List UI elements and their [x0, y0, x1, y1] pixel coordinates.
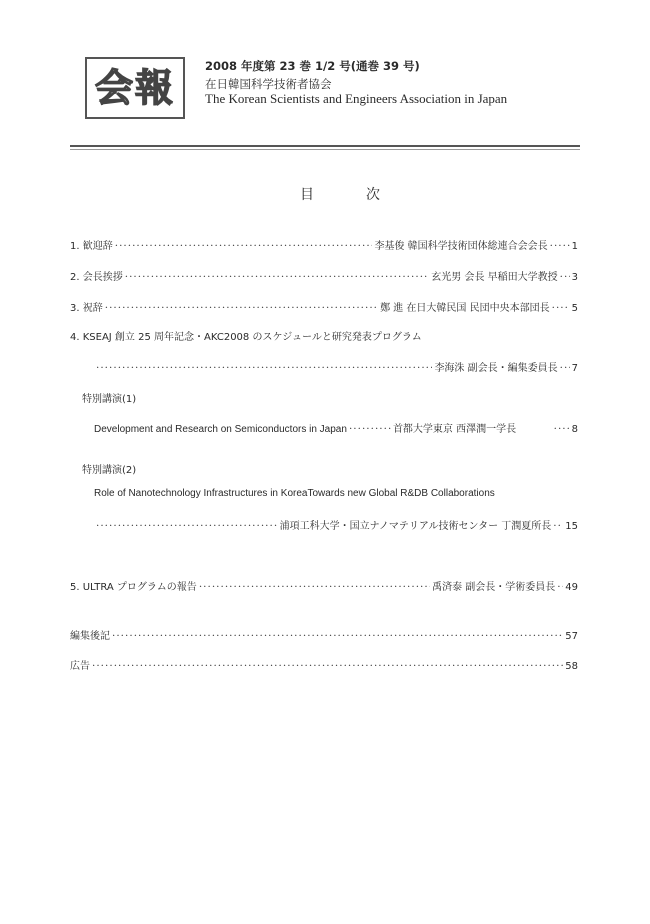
toc-entry-author: 李海洙 副会長・編集委員長 [434, 363, 558, 374]
leader-dots [560, 271, 570, 283]
toc-entry-ads[interactable] [70, 657, 578, 672]
toc-entry-author: 玄光男 会長 早稲田大学教授 [431, 272, 558, 283]
toc-entry-author: 首都大学東京 西澤潤一学長 [392, 424, 517, 435]
toc-entry-title: 広告 [70, 661, 90, 672]
toc-entry-page: 58 [565, 661, 578, 672]
toc-entry-title: 3. 祝辞 [70, 303, 103, 314]
toc-entry-author: 鄭 進 在日大韓民国 民団中央本部団長 [380, 303, 550, 314]
leader-dots [199, 581, 430, 593]
toc-entry-page: 5 [571, 303, 578, 314]
toc-entry-4-title[interactable]: 4. KSEAJ 創立 25 周年記念・AKC2008 のスケジュールと研究発表プログラム [70, 332, 422, 343]
leader-dots [560, 362, 570, 374]
leader-dots [550, 240, 570, 252]
org-name-en: The Korean Scientists and Engineers Association in Japan [205, 91, 508, 106]
toc-entry-page: 49 [565, 582, 578, 593]
special-lecture-1-heading: 特別講演(1) [82, 394, 137, 405]
toc-entry-title: 1. 歓迎辞 [70, 241, 113, 252]
special-lecture-2-heading: 特別講演(2) [82, 465, 137, 476]
toc-entry-author: 李基俊 韓国科学技術団体総連合会会長 [374, 241, 548, 252]
leader-dots [554, 423, 570, 435]
leader-dots [105, 302, 378, 314]
header-rule [70, 145, 580, 147]
toc-entry-editor-note[interactable] [70, 627, 578, 642]
toc-entry-page: 3 [571, 272, 578, 283]
toc-entry-author: 浦項工科大学・国立ナノマテリアル技術センター 丁潤夏所長 [279, 521, 552, 532]
special-lecture-1-entry[interactable] [94, 420, 578, 435]
toc-title-char-1: 目 [300, 187, 314, 203]
leader-dots [557, 581, 563, 593]
leader-dots [125, 271, 430, 283]
toc-entry-4[interactable] [94, 359, 578, 374]
leader-dots [92, 660, 563, 672]
org-name-ja: 在日韓国科学技術者協会 [205, 77, 332, 91]
special-lecture-2-title[interactable]: Role of Nanotechnology Infrastructures in KoreaTowards new Global R&DB Collaborations [94, 488, 495, 499]
toc-entry-page: 7 [571, 363, 578, 374]
toc-entry-page: 15 [565, 521, 578, 532]
toc-entry-title: 2. 会長挨拶 [70, 272, 123, 283]
newsletter-logo [85, 57, 185, 119]
leader-dots [112, 630, 563, 642]
leader-dots [96, 520, 278, 532]
toc-entry-author: 禹済泰 副会長・学術委員長 [432, 582, 556, 593]
toc-entry-2[interactable] [70, 268, 578, 283]
leader-dots [115, 240, 373, 252]
toc-entry-page: 1 [571, 241, 578, 252]
logo-text: 会報 [94, 66, 175, 110]
special-lecture-2-entry[interactable] [94, 517, 578, 532]
toc-entry-title: 編集後記 [70, 631, 110, 642]
leader-dots [349, 423, 391, 435]
toc-title-char-2: 次 [366, 187, 380, 203]
leader-dots [553, 520, 563, 532]
toc-entry-title: 5. ULTRA プログラムの報告 [70, 582, 197, 593]
issue-info: 2008 年度第 23 巻 1/2 号(通巻 39 号) [205, 59, 420, 73]
leader-dots [552, 302, 570, 314]
toc-entry-title: Development and Research on Semiconductors in Japan [94, 424, 347, 435]
toc-entry-3[interactable] [70, 299, 578, 314]
toc-entry-page: 57 [565, 631, 578, 642]
header-rule-thin [70, 149, 580, 150]
toc-entry-5[interactable] [70, 578, 578, 593]
leader-dots [96, 362, 432, 374]
toc-entry-1[interactable] [70, 237, 578, 252]
toc-title [300, 184, 380, 204]
toc-entry-page: 8 [571, 424, 578, 435]
